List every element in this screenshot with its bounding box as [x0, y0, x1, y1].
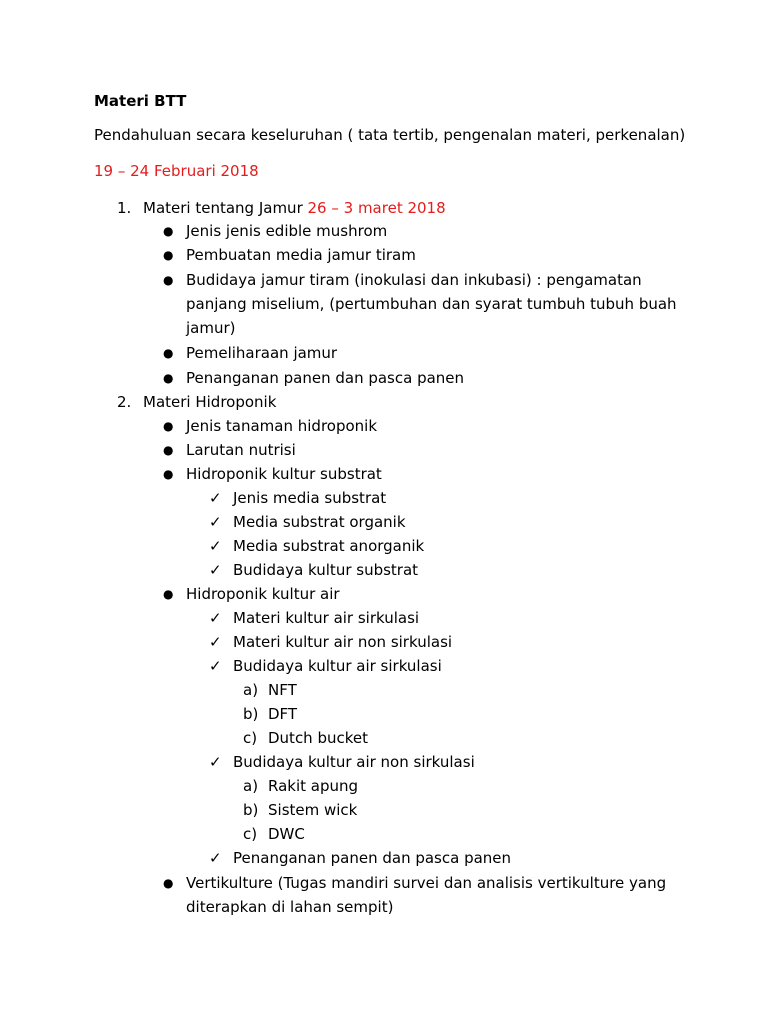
sub-list-item: Media substrat anorganik	[233, 537, 425, 555]
section-date: 26 – 3 maret 2018	[307, 199, 446, 217]
list-item: Pembuatan media jamur tiram	[186, 246, 416, 264]
list-item: Jenis tanaman hidroponik	[186, 417, 378, 435]
bullet-icon: ●	[163, 346, 174, 360]
list-item-continuation: jamur)	[186, 319, 236, 337]
lettered-item	[243, 680, 297, 700]
section-title: Materi Hidroponik	[143, 393, 277, 411]
sub-list-item: Budidaya kultur substrat	[233, 561, 419, 579]
list-item-continuation: diterapkan di lahan sempit)	[186, 898, 394, 916]
list-item: Hidroponik kultur air	[186, 585, 340, 603]
lettered-item	[243, 728, 368, 748]
list-item: Budidaya jamur tiram (inokulasi dan inkubasi) : pengamatan	[186, 271, 642, 289]
lettered-item	[243, 800, 357, 820]
checkmark-icon: ✓	[209, 753, 222, 771]
item-letter: a)	[243, 681, 259, 699]
checkmark-icon: ✓	[209, 489, 222, 507]
lettered-item	[243, 824, 305, 844]
bullet-icon: ●	[163, 371, 174, 385]
sub-list-item: Budidaya kultur air non sirkulasi	[233, 753, 475, 771]
bullet-icon: ●	[163, 876, 174, 890]
section-number: 2.	[117, 393, 132, 411]
checkmark-icon: ✓	[209, 537, 222, 555]
checkmark-icon: ✓	[209, 561, 222, 579]
checkmark-icon: ✓	[209, 633, 222, 651]
lettered-item	[243, 704, 297, 724]
checkmark-icon: ✓	[209, 849, 222, 867]
bullet-icon: ●	[163, 273, 174, 287]
item-letter: c)	[243, 729, 258, 747]
section-title: Materi tentang Jamur	[143, 199, 303, 217]
list-item: Pemeliharaan jamur	[186, 344, 338, 362]
list-item: Penanganan panen dan pasca panen	[186, 369, 465, 387]
bullet-icon: ●	[163, 224, 174, 238]
item-text: Rakit apung	[268, 777, 359, 795]
item-letter: b)	[243, 801, 259, 819]
list-item: Larutan nutrisi	[186, 441, 296, 459]
bullet-icon: ●	[163, 248, 174, 262]
bullet-icon: ●	[163, 443, 174, 457]
list-item: Jenis jenis edible mushrom	[186, 222, 388, 240]
item-text: Sistem wick	[268, 801, 358, 819]
document-heading: Materi BTT	[94, 92, 187, 110]
bullet-icon: ●	[163, 467, 174, 481]
sub-list-item: Materi kultur air non sirkulasi	[233, 633, 453, 651]
item-letter: b)	[243, 705, 259, 723]
intro-text: Pendahuluan secara keseluruhan ( tata tertib, pengenalan materi, perkenalan)	[94, 126, 686, 144]
sub-list-item: Materi kultur air sirkulasi	[233, 609, 420, 627]
section-2-heading	[117, 392, 276, 412]
lettered-item	[243, 776, 358, 796]
item-text: NFT	[268, 681, 297, 699]
list-item-continuation: panjang miselium, (pertumbuhan dan syarat tumbuh tubuh buah	[186, 295, 677, 313]
item-letter: a)	[243, 777, 259, 795]
checkmark-icon: ✓	[209, 657, 222, 675]
list-item: Hidroponik kultur substrat	[186, 465, 382, 483]
sub-list-item: Penanganan panen dan pasca panen	[233, 849, 512, 867]
item-text: DFT	[268, 705, 298, 723]
list-item: Vertikulture (Tugas mandiri survei dan analisis vertikulture yang	[186, 874, 667, 892]
checkmark-icon: ✓	[209, 609, 222, 627]
section-1-heading	[117, 198, 446, 218]
item-text: Dutch bucket	[268, 729, 368, 747]
sub-list-item: Media substrat organik	[233, 513, 406, 531]
bullet-icon: ●	[163, 587, 174, 601]
sub-list-item: Budidaya kultur air sirkulasi	[233, 657, 442, 675]
section-number: 1.	[117, 199, 132, 217]
bullet-icon: ●	[163, 419, 174, 433]
sub-list-item: Jenis media substrat	[233, 489, 387, 507]
item-letter: c)	[243, 825, 258, 843]
item-text: DWC	[268, 825, 305, 843]
date-range: 19 – 24 Februari 2018	[94, 162, 259, 180]
checkmark-icon: ✓	[209, 513, 222, 531]
